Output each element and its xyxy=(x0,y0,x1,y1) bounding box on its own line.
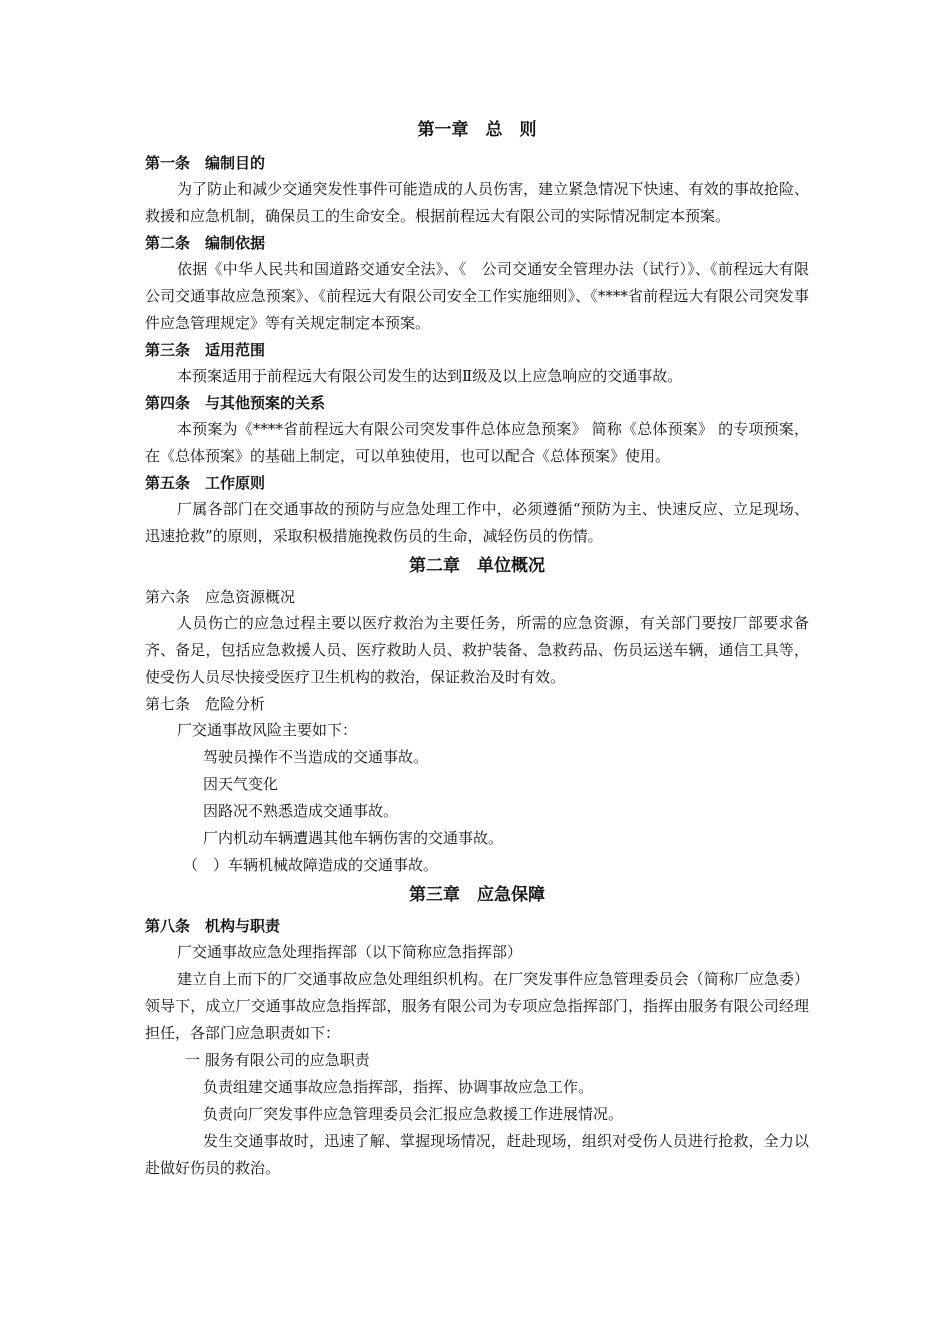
article-7-title: 第七条 危险分析 xyxy=(145,695,266,713)
article-8-subheading: 一 服务有限公司的应急职责 xyxy=(185,1051,370,1069)
risk-item: 驾驶员操作不当造成的交通事故。 xyxy=(203,748,429,766)
risk-item: 因天气变化 xyxy=(203,775,279,793)
chapter-2-heading: 第二章 单位概况 xyxy=(409,556,545,576)
chapter-3-heading: 第三章 应急保障 xyxy=(409,885,545,905)
article-8-para-1: 厂交通事故应急处理指挥部（以下简称应急指挥部） xyxy=(177,943,523,961)
risk-item: 厂内机动车辆遭遇其他车辆伤害的交通事故。 xyxy=(203,829,504,847)
risk-item: （ ）车辆机械故障造成的交通事故。 xyxy=(183,856,439,874)
duty-item: 发生交通事故时，迅速了解、掌握现场情况，赶赴现场，组织对受伤人员进行抢救，全力以赴做好伤员的救治。 xyxy=(145,1132,809,1177)
article-7-intro: 厂交通事故风险主要如下： xyxy=(177,721,358,739)
article-3-text: 本预案适用于前程远大有限公司发生的达到Ⅱ级及以上应急响应的交通事故。 xyxy=(177,367,683,385)
article-1-text: 为了防止和减少交通突发性事件可能造成的人员伤害，建立紧急情况下快速、有效的事故抢险、救援和应急机制，确保员工的生命安全。根据前程远大有限公司的实际情况制定本预案。 xyxy=(145,180,809,225)
article-2-text: 依据《中华人民共和国道路交通安全法》、《 公司交通安全管理办法（试行）》、《前程远大有限公司交通事故应急预案》、《前程远大有限公司安全工作实施细则》、《****省前程远大有限公司突发事件应急管理规定》等有关规定制定本预案。 xyxy=(145,260,809,332)
duty-item: 负责向厂突发事件应急管理委员会汇报应急救援工作进展情况。 xyxy=(203,1105,624,1123)
article-5-text: 厂属各部门在交通事故的预防与应急处理工作中，必须遵循“预防为主、快速反应、立足现场、迅速抢救”的原则，采取积极措施挽救伤员的生命，减轻伤员的伤情。 xyxy=(145,500,809,545)
article-4-title: 第四条 与其他预案的关系 xyxy=(145,394,326,412)
article-6-text: 人员伤亡的应急过程主要以医疗救治为主要任务，所需的应急资源，有关部门要按厂部要求备齐、备足，包括应急救援人员、医疗救助人员、救护装备、急救药品、伤员运送车辆，通信工具等，使受伤人员尽快接受医疗卫生机构的救治，保证救治及时有效。 xyxy=(145,614,809,686)
article-8-para-2: 建立自上而下的厂交通事故应急处理组织机构。在厂突发事件应急管理委员会（简称厂应急委）领导下，成立厂交通事故应急指挥部，服务有限公司为专项应急指挥部门，指挥由服务有限公司经理担任，各部门应急职责如下： xyxy=(145,970,809,1042)
chapter-1-heading: 第一章 总 则 xyxy=(417,120,537,140)
article-5-title: 第五条 工作原则 xyxy=(145,474,266,492)
article-8-title: 第八条 机构与职责 xyxy=(145,917,281,935)
article-1-title: 第一条 编制目的 xyxy=(145,154,266,172)
article-3-title: 第三条 适用范围 xyxy=(145,341,266,359)
article-2-title: 第二条 编制依据 xyxy=(145,234,266,252)
document-body xyxy=(145,112,809,1182)
duty-item: 负责组建交通事故应急指挥部，指挥、协调事故应急工作。 xyxy=(203,1078,594,1096)
article-6-title: 第六条 应急资源概况 xyxy=(145,588,296,606)
risk-item: 因路况不熟悉造成交通事故。 xyxy=(203,802,399,820)
article-4-text: 本预案为《****省前程远大有限公司突发事件总体应急预案》 简称《总体预案》 的专项预案，在《总体预案》的基础上制定，可以单独使用，也可以配合《总体预案》使用。 xyxy=(145,420,809,465)
